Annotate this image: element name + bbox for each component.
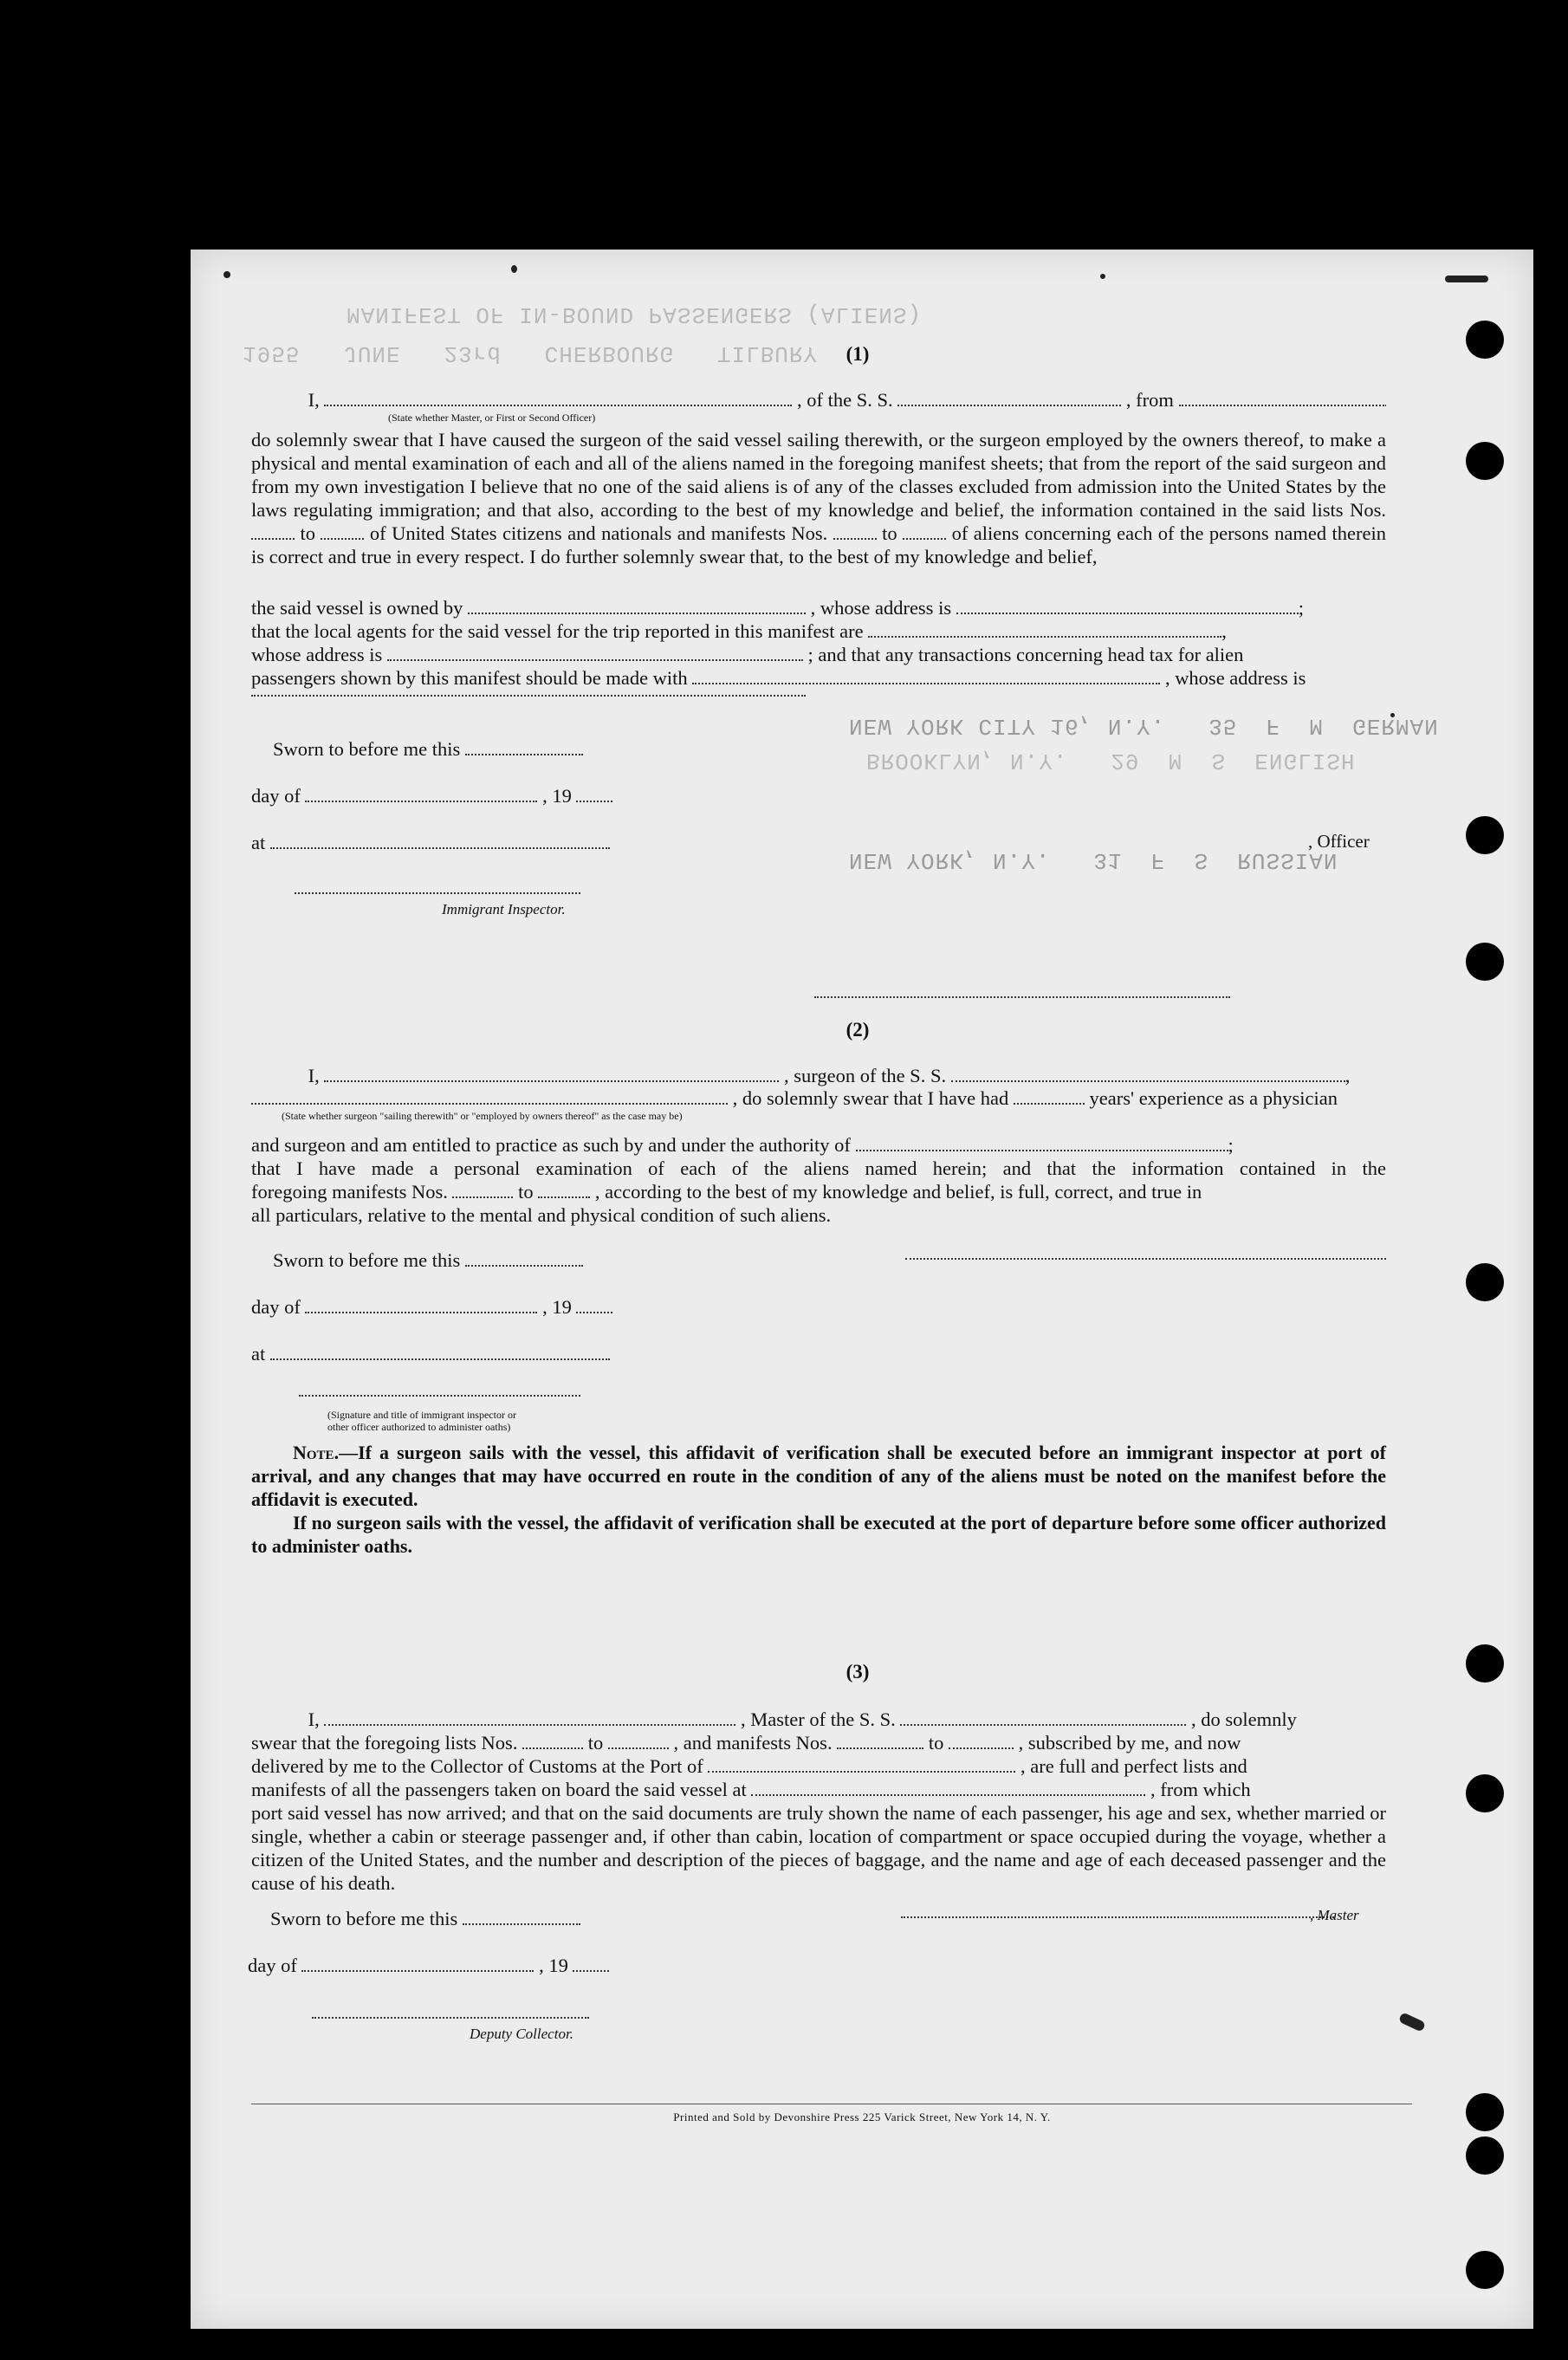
section-1-line-1: I, , of the S. S. , from — [251, 388, 1386, 412]
surgeon-signature-line — [905, 1256, 1386, 1260]
ink-speck — [1445, 276, 1488, 282]
section-2-line-1: I, , surgeon of the S. S. , — [308, 1065, 1351, 1086]
punch-hole — [1466, 321, 1504, 359]
section-1-body: do solemnly swear that I have caused the surgeon of the said vessel sailing therewith, or the surgeon employed by the owners thereof, to make a physical and mental examination of each and all of the aliens named in the foregoing manifest sheets; that from the report of the said surgeon and from my own investigation I believe that no one of the said aliens is of any of the classes excluded from admission into the United States by the laws regulating immigration; and that also, according to the best of my knowledge and belief, the information contained in the said lists Nos. to of United States citizens and nationals and manifests Nos. to of aliens concerning each of the persons named therein is correct and true in every respect. I do further solemnly swear that, to the best of my knowledge and belief, — [251, 429, 1387, 567]
section-1-number: (1) — [846, 343, 870, 365]
punch-hole — [1466, 1644, 1504, 1682]
master-signature-line — [901, 1915, 1334, 1918]
ink-speck — [1100, 274, 1105, 279]
bleed-through-text: 1955 JUNE 23rd CHERBOURG TILBURY — [243, 340, 819, 366]
bleed-through-text: NEW YORK CITY 16, N.Y. 35 F M GERMAN — [849, 713, 1439, 739]
owner-line: the said vessel is owned by , whose address is ; — [251, 597, 1304, 619]
punch-hole — [1466, 943, 1504, 981]
sig-caption: (Signature and title of immigrant inspector or — [327, 1409, 516, 1421]
sig-caption: other officer authorized to administer oaths) — [327, 1421, 511, 1433]
inspector-signature-line — [295, 891, 580, 894]
section-2-line-2: , do solemnly swear that I have had years' experience as a physician — [251, 1086, 1386, 1110]
section-1-at: at — [251, 831, 771, 854]
section-2-at: at — [251, 1342, 771, 1365]
officer-caption: , Officer — [1308, 831, 1370, 852]
master-caption: , Master — [1310, 1907, 1359, 1923]
ink-speck — [511, 265, 517, 273]
section-1-sworn: Sworn to before me this — [273, 737, 793, 761]
punch-hole — [1466, 2251, 1504, 2289]
punch-hole — [1466, 1263, 1504, 1301]
officer-signature-line — [299, 1393, 580, 1397]
section-2-number: (2) — [846, 1019, 870, 1041]
section-3-line-1: I, , Master of the S. S. , do solemnly — [308, 1708, 1297, 1730]
ink-speck — [224, 271, 230, 278]
section-2-body-2: foregoing manifests Nos. to , according to the best of my knowledge and belief, is full, correct, and true in — [251, 1181, 1202, 1203]
address-blank — [251, 693, 806, 697]
deputy-caption: Deputy Collector. — [470, 2026, 573, 2042]
section-2-body-3: all particulars, relative to the mental and physical condition of such aliens. — [251, 1204, 832, 1226]
surgeon-note: Note.—If a surgeon sails with the vessel, this affidavit of verification shall be executed before an immigrant inspector at port of arrival, and any changes that may have occurred en route in the condition of any of the aliens must be noted on the manifest before the affidavit is executed. If no surgeon sails with the vessel, the affidavit of verification shall be executed at the port of departure before some officer authorized to administer oaths. — [251, 1442, 1386, 1557]
section-3-body: port said vessel has now arrived; and that on the said documents are truly shown the name of each passenger, his age and sex, whether married or single, whether a cabin or steerage passenger and, if other than cabin, location of compartment or space occupied during the voyage, whether a citizen of the United States, and the number and description of the pieces of baggage, and the name and age of each deceased passenger and the cause of his death. — [251, 1802, 1386, 1894]
manifest-affidavit-page — [191, 250, 1533, 2329]
section-2-day: day of , 19 — [251, 1295, 771, 1319]
local-agents-line: that the local agents for the said vessel for the trip reported in this manifest are , — [251, 620, 1227, 642]
bleed-through-text: NEW YORK, N.Y. 31 F S RUSSIAN — [849, 847, 1338, 873]
bleed-through-text: BROOKLYN, N.Y. 29 M S ENGLISH — [866, 748, 1356, 774]
section-2-sworn: Sworn to before me this — [273, 1248, 793, 1272]
inspector-caption: Immigrant Inspector. — [442, 901, 566, 917]
punch-hole — [1466, 1774, 1504, 1812]
section-3-line-4: manifests of all the passengers taken on board the said vessel at , from which — [251, 1779, 1251, 1800]
signature-line — [814, 995, 1230, 998]
section-3-number: (3) — [846, 1661, 870, 1682]
section-2-body-1: that I have made a personal examination of each of the aliens named herein; and that the information contained in the — [251, 1157, 1386, 1179]
bleed-through-text: MANIFEST OF IN-BOUND PASSENGERS (ALIENS) — [347, 301, 923, 327]
section-1-day: day of , 19 — [251, 784, 771, 807]
surgeon-hint: (State whether surgeon "sailing therewith" or "employed by owners thereof" as the case may be) — [282, 1110, 683, 1122]
punch-hole — [1466, 2136, 1504, 2175]
punch-hole — [1466, 816, 1504, 854]
section-3-day: day of , 19 — [248, 1954, 768, 1977]
punch-hole — [1466, 442, 1504, 480]
section-3-line-3: delivered by me to the Collector of Customs at the Port of , are full and perfect lists and — [251, 1755, 1247, 1777]
agents-address-line: whose address is ; and that any transactions concerning head tax for alien — [251, 644, 1244, 665]
head-tax-line: passengers shown by this manifest should be made with , whose address is — [251, 667, 1306, 689]
section-3-line-2: swear that the foregoing lists Nos. to , and manifests Nos. to , subscribed by me, and now — [251, 1732, 1241, 1754]
deputy-signature-line — [312, 2015, 589, 2019]
authority-line: and surgeon and am entitled to practice as such by and under the authority of ; — [251, 1134, 1234, 1156]
ink-speck — [1398, 2012, 1426, 2033]
master-hint: (State whether Master, or First or Second Officer) — [388, 412, 596, 424]
section-3-sworn: Sworn to before me this — [270, 1907, 790, 1930]
printer-footer: Printed and Sold by Devonshire Press 225 Varick Street, New York 14, N. Y. — [673, 2110, 1051, 2123]
